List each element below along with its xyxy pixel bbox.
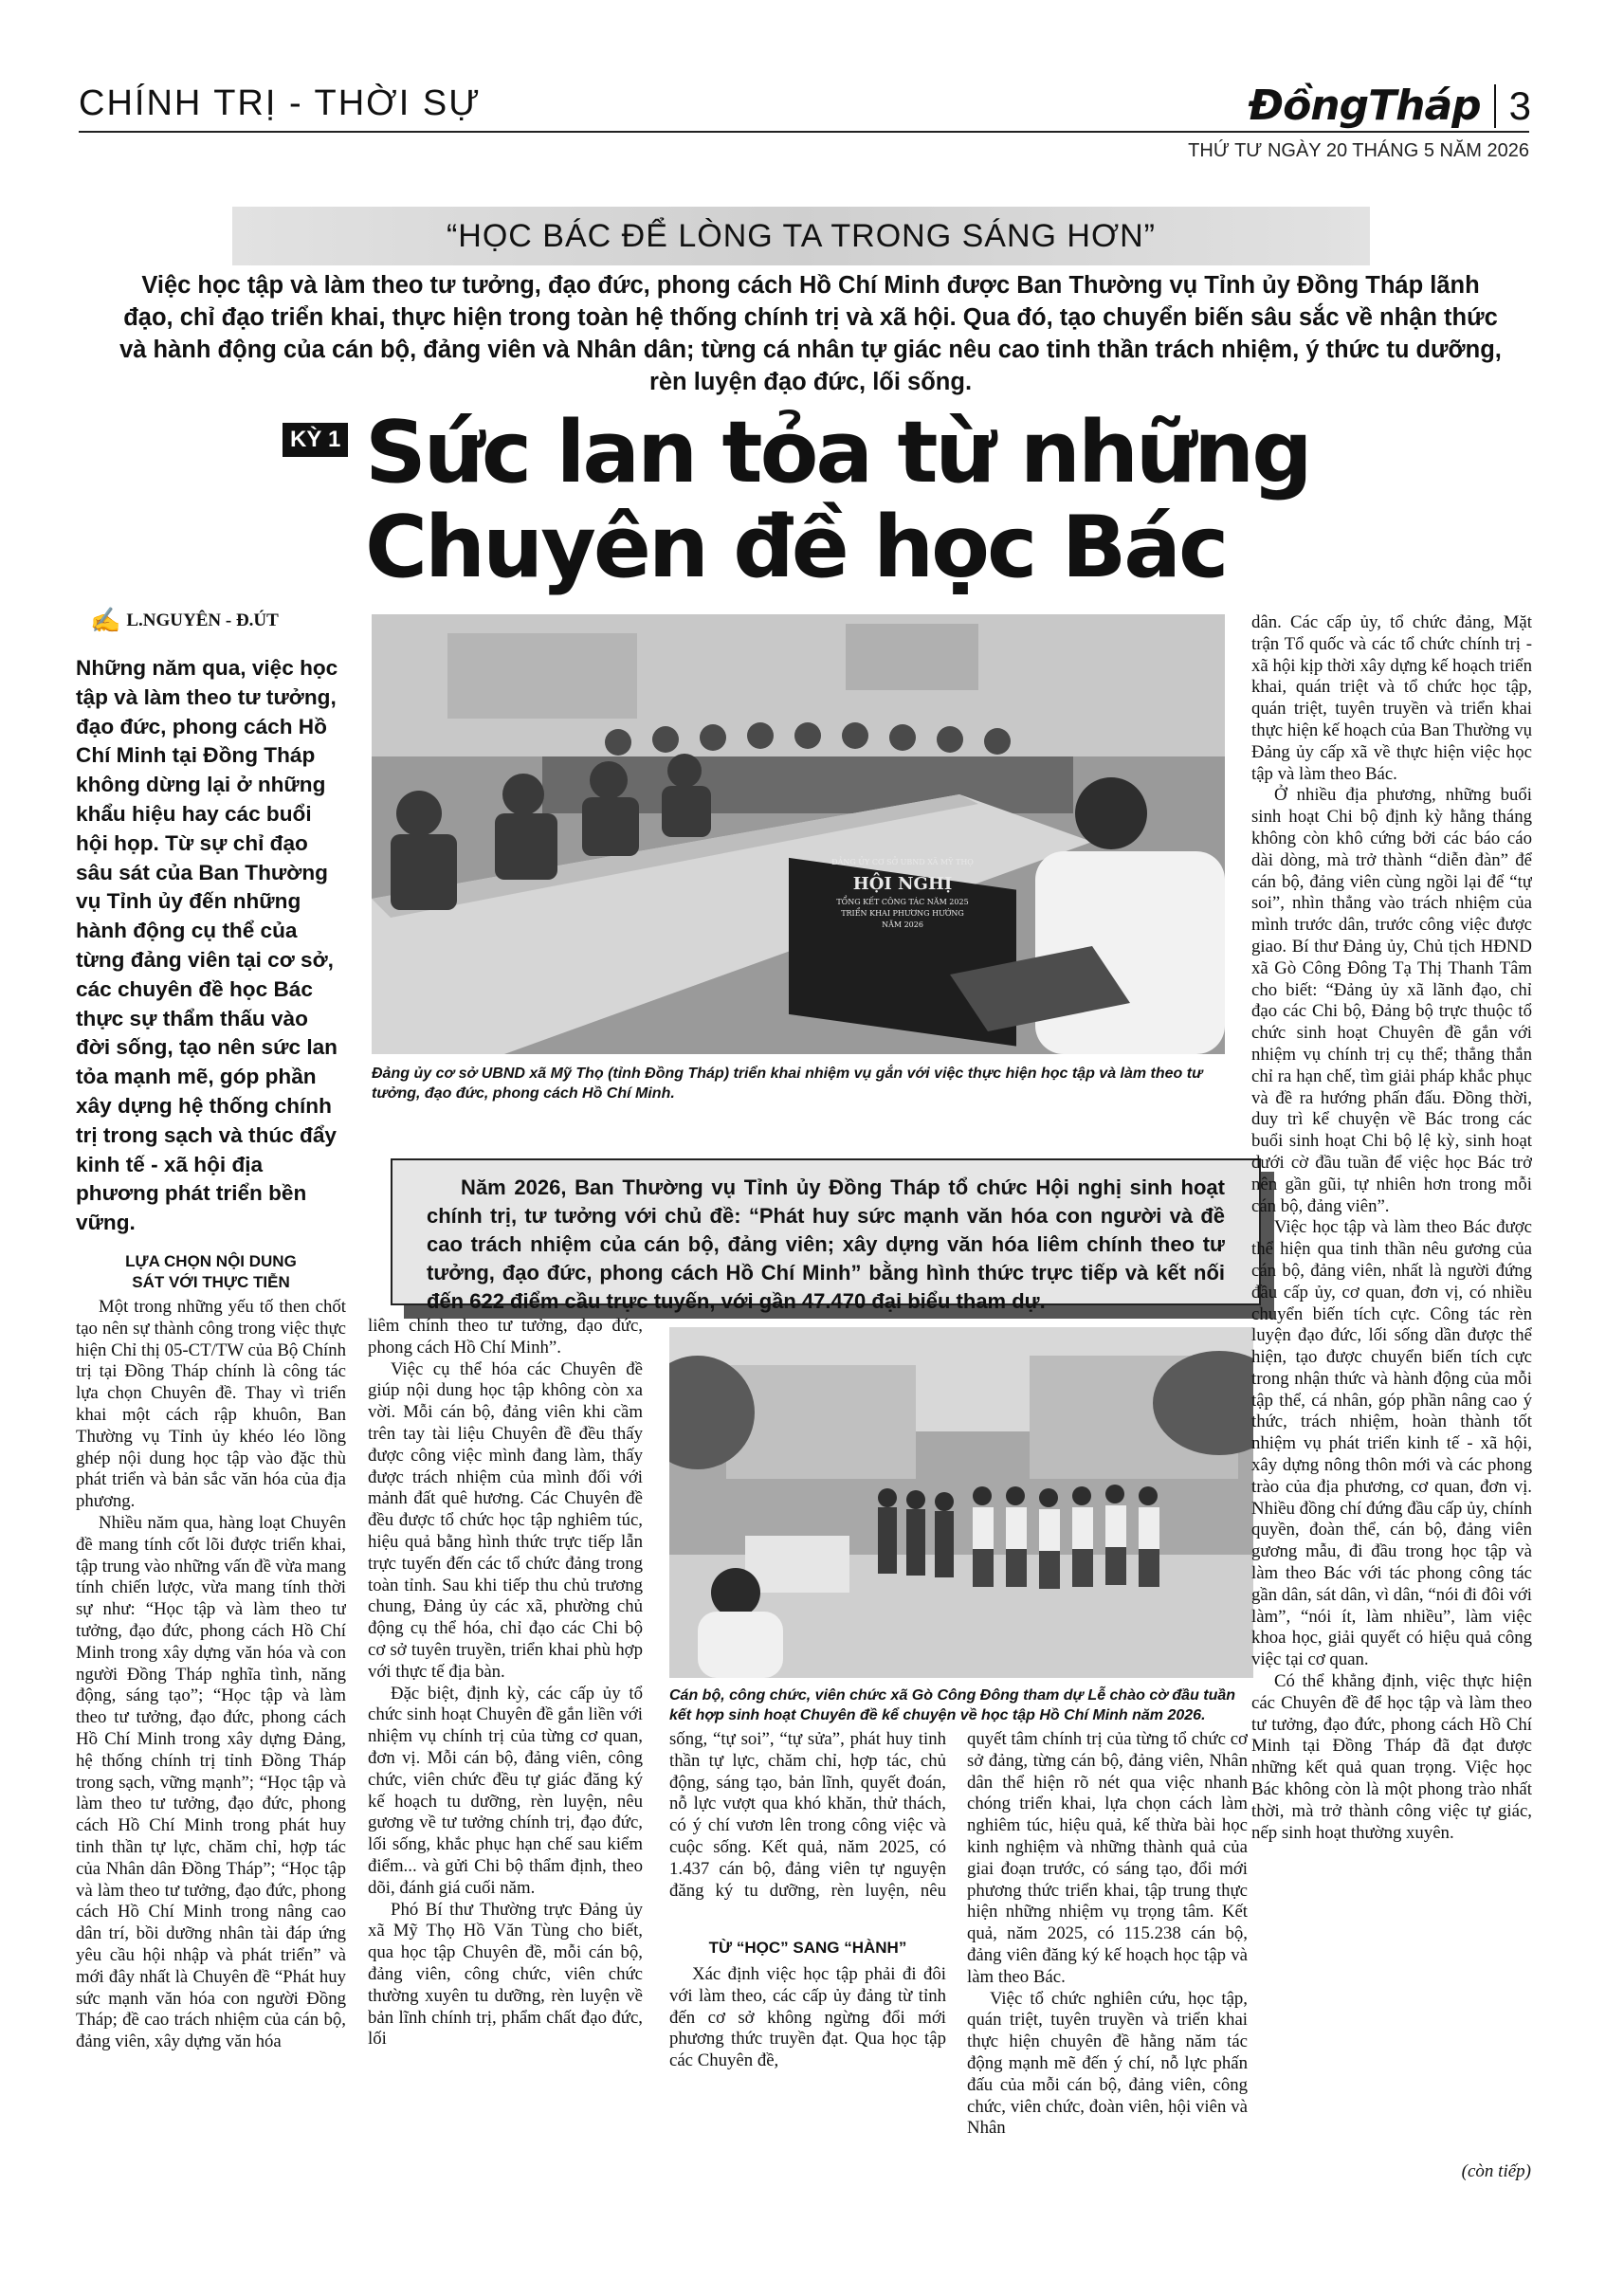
column-1 (76, 1297, 346, 2283)
series-title: “HỌC BÁC ĐỂ LÒNG TA TRONG SÁNG HƠN” (446, 217, 1157, 254)
byline-authors: L.NGUYÊN - Đ.ÚT (126, 610, 279, 630)
series-banner (232, 207, 1370, 265)
paragraph: Nhiều năm qua, hàng loạt Chuyên đề mang tính cốt lõi được triển khai, tập trung vào những vấn đề vừa mang tính chiến lược, vừa mang tính thời sự như: “Học tập và làm theo tư tưởng, đạo đức, phong cách Hồ Chí Minh trong xây dựng văn hóa và con người Đồng Tháp nghĩa tình, năng động, sáng tạo”; “Học tập và làm theo tư tưởng, đạo đức, phong cách Hồ Chí Minh trong xây dựng Đảng, hệ thống chính trị tỉnh Đồng Tháp trong sạch, vững mạnh”; “Học tập và làm theo tư tưởng, đạo đức, phong cách Hồ Chí Minh trong phát huy tinh thần tự lực, chăm chỉ, hợp tác của Nhân dân Đồng Tháp”; “Học tập và làm theo tư tưởng, đạo đức, phong cách Hồ Chí Minh trong nâng cao dân trí, bồi dưỡng nhân tài đáp ứng yêu cầu hội nhập và phát triển” và mới đây nhất là Chuyên đề “Phát huy sức mạnh văn hóa con người Đồng Tháp; đề cao trách nhiệm của cán bộ, đảng viên, xây dựng văn hóa (76, 1512, 346, 2052)
paragraph: Việc học tập và làm theo Bác được thể hiện qua tinh thần nêu gương của cán bộ, đảng viên, nhất là người đứng đầu cấp ủy, cơ quan, đơn vị, có nhiều chuyển biến tích cực. Công tác rèn luyện đạo đức, lối sống dần được thể hiện, tạo được chuyển biến tích cực trong nhận thức và hành động của mỗi tập thể, cá nhân, góp phần nâng cao ý thức, trách nhiệm, hoàn thành tốt nhiệm vụ phát triển kinh tế - xã hội, xây dựng nông thôn mới và các phong trào của địa phương, cơ quan, đơn vị. Nhiều đồng chí đứng đầu cấp ủy, chính quyền, đoàn thể, cán bộ, đảng viên gương mẫu, đi đầu trong học tập và làm theo Bác với tác phong công tác gần dân, sát dân, vì dân, “nói đi đôi với làm”, “nói ít, làm nhiều”, làm việc khoa học, giải quyết có hiệu quả công việc tại cơ quan. (1251, 1217, 1532, 1670)
paragraph: Có thể khẳng định, việc thực hiện các Chuyên đề để học tập và làm theo tư tưởng, đạo đức, phong cách Hồ Chí Minh tại Đồng Tháp đã đạt được những kết quả quan trọng. Việc học Bác không còn là một phong trào nhất thời, mà trở thành công việc tự giác, nếp sinh hoạt thường xuyên. (1251, 1671, 1532, 1843)
paragraph: Xác định việc học tập phải đi đôi với làm theo, các cấp ủy đảng từ tỉnh đến cơ sở không ngừng đổi mới phương thức truyền đạt. Qua học tập các Chuyên đề, (669, 1964, 946, 2071)
lead-paragraph: Những năm qua, việc học tập và làm theo tư tưởng, đạo đức, phong cách Hồ Chí Minh tại Đồng Tháp không dừng lại ở những khẩu hiệu hay các buổi hội họp. Từ sự chỉ đạo sâu sát của Ban Thường vụ Tỉnh ủy đến những hành động cụ thể của từng đảng viên tại cơ sở, các chuyên đề học Bác thực sự thẩm thấu vào đời sống, tạo nên sức lan tỏa mạnh mẽ, góp phần xây dựng hệ thống chính trị trong sạch và thúc đẩy kinh tế - xã hội địa phương phát triển bền vững. (76, 656, 338, 1235)
paragraph: Một trong những yếu tố then chốt tạo nên sự thành công trong việc thực hiện Chỉ thị 05-CT/TW của Bộ Chính trị tại Đồng Tháp chính là công tác lựa chọn Chuyên đề. Thay vì triển khai một cách rập khuôn, Ban Thường vụ Tỉnh ủy khéo léo lồng ghép nội dung học tập vào đặc thù phát triển và bản sắc văn hóa của địa phương. (76, 1297, 346, 1512)
photo-conference (372, 614, 1225, 1054)
subhead-line-2: SÁT VỚI THỰC TIỄN (132, 1273, 290, 1291)
paragraph: Đặc biệt, định kỳ, các cấp ủy tổ chức sinh hoạt Chuyên đề gắn liền với nhiệm vụ chính trị của từng cơ quan, đơn vị. Mỗi cán bộ, đảng viên, công chức, viên chức đều tự giác đăng ký kế hoạch tu dưỡng, rèn luyện, nêu gương về tư tưởng chính trị, đạo đức, lối sống, khắc phục hạn chế sau kiểm điểm... và gửi Chi bộ thẩm định, theo dõi, đánh giá cuối năm. (368, 1683, 643, 1898)
subhead-content-selection (76, 1251, 346, 1293)
photo-conference-image (372, 614, 1225, 1054)
publication-date: THỨ TƯ NGÀY 20 THÁNG 5 NĂM 2026 (1188, 140, 1529, 161)
photo-flag-ceremony (669, 1327, 1253, 1678)
section-title: CHÍNH TRỊ - THỜI SỰ (79, 83, 482, 123)
masthead-divider (1494, 84, 1496, 128)
screen-text-4: TRIỂN KHAI PHƯƠNG HƯỚNG (841, 909, 964, 918)
paragraph: Phó Bí thư Thường trực Đảng ủy xã Mỹ Thọ Hồ Văn Tùng cho biết, qua học tập Chuyên đề, mỗi cán bộ, đảng viên, công chức, viên chức thường xuyên tu dưỡng, rèn luyện về bản lĩnh chính trị, phẩm chất đạo đức, lối (368, 1899, 643, 2050)
byline (90, 607, 279, 635)
column-2 (368, 1316, 643, 2283)
headline-line-2: Chuyên đề học Bác (365, 498, 1227, 597)
paragraph: dân. Các cấp ủy, tổ chức đảng, Mặt trận Tổ quốc và các tổ chức chính trị - xã hội kịp thời xây dựng kế hoạch triển khai, quán triệt và tổ chức học tập, quán triệt, tuyên truyền và triển khai thực hiện kế hoạch của Ban Thường vụ Đảng ủy cấp xã về thực hiện việc học tập và làm theo Bác. (1251, 612, 1532, 784)
photo-conference-caption: Đảng ủy cơ sở UBND xã Mỹ Thọ (tỉnh Đồng Tháp) triển khai nhiệm vụ gắn với việc thực hiện học tập và làm theo tư tưởng, đạo đức, phong cách Hồ Chí Minh. (372, 1066, 1203, 1102)
paragraph: Việc cụ thể hóa các Chuyên đề giúp nội dung học tập không còn xa vời. Mỗi cán bộ, đảng viên khi cầm trên tay tài liệu Chuyên đề đều thấy được công việc mình đang làm, thấy được trách nhiệm của mình đối với mảnh đất quê hương. Các Chuyên đề đều được tổ chức học tập nghiêm túc, hiệu quả bằng hình thức trực tiếp lẫn trực tuyến đến các tổ chức đảng trong toàn tỉnh. Sau khi tiếp thu chủ trương chung, Đảng ủy các xã, phường chủ động cụ thể hóa, chỉ đạo các Chi bộ cơ sở tuyên truyền, triển khai phù hợp với thực tế địa bàn. (368, 1358, 643, 1682)
paragraph: Ở nhiều địa phương, những buổi sinh hoạt Chi bộ định kỳ hằng tháng không còn khô cứng bởi các báo cáo dài dòng, mà trở thành “diễn đàn” để cán bộ, đảng viên cùng ngồi lại để “tự soi”, nhìn thẳng vào trách nhiệm của mình trước dân, trước công việc được giao. Bí thư Đảng ủy, Chủ tịch HĐND xã Gò Công Đông Tạ Thị Thanh Tâm cho biết: “Đảng ủy xã lãnh đạo, chỉ đạo các Chi bộ, Đảng bộ trực thuộc tổ chức sinh hoạt Chuyên đề gắn với nhiệm vụ chính trị cụ thể; thẳng thắn chỉ ra hạn chế, tìm giải pháp khắc phục và đề ra hướng phấn đấu. Đồng thời, duy trì kể chuyện về Bác trong các buổi sinh hoạt Chi bộ lệ kỳ, sinh hoạt dưới cờ đầu tuần để việc học Bác trở nên gần gũi, tự nhiên hơn trong mỗi cán bộ, đảng viên”. (1251, 785, 1532, 1216)
paragraph: sống, “tự soi”, “tự sửa”, phát huy tinh thần tự lực, chăm chỉ, hợp tác, chủ động, sáng tạo, bản lĩnh, quyết đoán, nỗ lực vượt qua khó khăn, thử thách, có ý chí vươn lên trong công việc và cuộc sống. Kết quả, năm 2025, có 1.437 cán bộ, đảng viên tự nguyện đăng ký tu dưỡng, rèn luyện, nêu (669, 1729, 946, 1901)
subhead-line-1: LỰA CHỌN NỘI DUNG (125, 1252, 297, 1270)
page-number: 3 (1508, 82, 1531, 128)
continued-note: (còn tiếp) (1461, 2161, 1531, 2181)
masthead (1249, 82, 1531, 130)
quote-text: Năm 2026, Ban Thường vụ Tỉnh ủy Đồng Tháp tổ chức Hội nghị sinh hoạt chính trị, tư tưởng với chủ đề: “Phát huy sức mạnh văn hóa con người và đề cao trách nhiệm của cán bộ, đảng viên; xây dựng văn hóa liêm chính theo tư tưởng, đạo đức, phong cách Hồ Chí Minh” bằng hình thức trực tiếp và kết nối đến 622 điểm cầu trực tuyến, với gần 47.470 đại biểu tham dự. (427, 1175, 1225, 1313)
paragraph: liêm chính theo tư tưởng, đạo đức, phong cách Hồ Chí Minh”. (368, 1316, 643, 1358)
paragraph: quyết tâm chính trị của từng tổ chức cơ sở đảng, từng cán bộ, đảng viên, Nhân dân thể hiện rõ nét qua việc nhanh chóng triển khai, lựa chọn cách làm nghiêm túc, hiệu quả, kế thừa bài học kinh nghiệm và những thành quả của giai đoạn trước, có sáng tạo, đổi mới phương thức triển khai, tập trung thực hiện những nhiệm vụ trọng tâm. Kết quả, năm 2025, có 115.238 cán bộ, đảng viên đăng ký kế hoạch học tập và làm theo Bác. (967, 1729, 1248, 1987)
screen-text-1: ĐẢNG ỦY CƠ SỞ UBND XÃ MỸ THỌ (831, 858, 974, 866)
series-intro: Việc học tập và làm theo tư tưởng, đạo đức, phong cách Hồ Chí Minh được Ban Thường vụ Tỉnh ủy Đồng Tháp lãnh đạo, chỉ đạo triển khai, thực hiện trong toàn hệ thống chính trị và xã hội. Qua đó, tạo chuyển biến sâu sắc về nhận thức và hành động của cán bộ, đảng viên và Nhân dân; từng cá nhân tự giác nêu cao tinh thần trách nhiệm, ý thức tu dưỡng, rèn luyện đạo đức, lối sống. (119, 272, 1502, 395)
column-3-top (669, 1729, 946, 1904)
episode-label: KỲ 1 (283, 423, 348, 457)
headline-line-1: Sức lan tỏa từ những (365, 403, 1310, 502)
subhead-learn-to-act: TỪ “HỌC” SANG “HÀNH” (708, 1939, 907, 1957)
screen-text-2: HỘI NGHỊ (852, 874, 953, 894)
pen-icon: ✍ (90, 607, 121, 634)
headline (365, 403, 1313, 597)
screen-text-3: TỔNG KẾT CÔNG TÁC NĂM 2025 (836, 898, 969, 906)
photo-flag-ceremony-image (669, 1327, 1253, 1678)
masthead-logo: ĐồngTháp (1248, 82, 1481, 130)
column-3-bottom (669, 1964, 946, 2283)
quote-box (391, 1158, 1261, 1313)
header-rule (79, 131, 1529, 133)
column-4 (967, 1729, 1248, 2283)
photo-flag-ceremony-caption: Cán bộ, công chức, viên chức xã Gò Công Đông tham dự Lễ chào cờ đầu tuần kết hợp sinh hoạt Chuyên đề kể chuyện về học tập Hồ Chí Minh năm 2026. (669, 1687, 1236, 1723)
paragraph: Việc tổ chức nghiên cứu, học tập, quán triệt, tuyên truyền và triển khai thực hiện chuyên đề hằng năm tác động mạnh mẽ đến ý chí, nỗ lực phấn đấu của mỗi cán bộ, đảng viên, công chức, viên chức, đoàn viên, hội viên và Nhân (967, 1988, 1248, 2139)
column-5 (1251, 612, 1532, 2158)
screen-text-5: NĂM 2026 (882, 920, 923, 929)
